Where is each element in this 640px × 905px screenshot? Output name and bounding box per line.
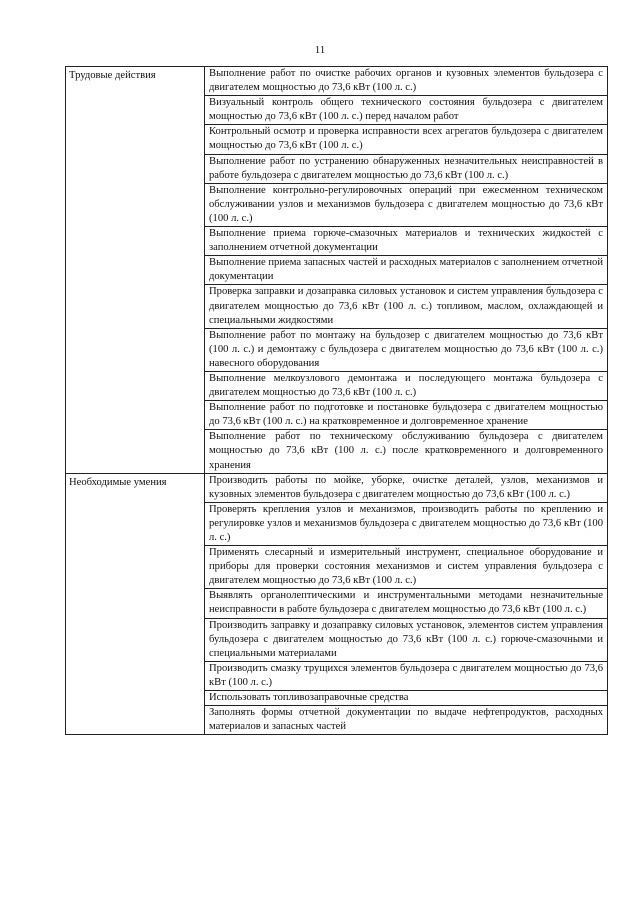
table-cell: Выявлять органолептическими и инструментальными методами незначительные неисправности в работе бульдозера с двигателем мощностью до 73,6 кВт (100 л. с.) [205, 589, 608, 618]
table-cell: Производить работы по мойке, уборке, очистке деталей, узлов, механизмов и кузовных элементов бульдозера с двигателем мощностью до 73,6 кВт (100 л. с.) [205, 473, 608, 502]
table-cell: Производить смазку трущихся элементов бульдозера с двигателем мощностью до 73,6 кВт (100 л. с.) [205, 661, 608, 690]
table-row [66, 67, 608, 96]
page-number: 11 [314, 44, 326, 56]
table-cell: Выполнение работ по подготовке и постановке бульдозера с двигателем мощностью до 73,6 кВт (100 л. с.) на кратковременное и долговременное хранение [205, 401, 608, 430]
table-cell: Выполнение контрольно-регулировочных операций при ежесменном техническом обслуживании узлов и механизмов бульдозера с двигателем мощностью до 73,6 кВт (100 л. с.) [205, 183, 608, 226]
table-cell: Выполнение работ по устранению обнаруженных незначительных неисправностей в работе бульдозера с двигателем мощностью до 73,6 кВт (100 л. с.) [205, 154, 608, 183]
table-cell: Проверять крепления узлов и механизмов, производить работы по креплению и регулировке узлов и механизмов бульдозера с двигателем мощностью до 73,6 кВт (100 л. с.) [205, 502, 608, 545]
table-cell: Выполнение приема запасных частей и расходных материалов с заполнением отчетной документации [205, 256, 608, 285]
table-cell: Заполнять формы отчетной документации по выдаче нефтепродуктов, расходных материалов и запасных частей [205, 706, 608, 735]
table-cell: Выполнение мелкоузлового демонтажа и последующего монтажа бульдозера с двигателем мощностью до 73,6 кВт (100 л. с.) [205, 371, 608, 400]
table-cell: Выполнение приема горюче-смазочных материалов и технических жидкостей с заполнением отчетной документации [205, 227, 608, 256]
table-cell: Выполнение работ по монтажу на бульдозер с двигателем мощностью до 73,6 кВт (100 л. с.) и демонтажу с бульдозера с двигателем мощностью до 73,6 кВт (100 л. с.) навесного оборудования [205, 328, 608, 371]
table-cell: Контрольный осмотр и проверка исправности всех агрегатов бульдозера с двигателем мощностью до 73,6 кВт (100 л. с.) [205, 125, 608, 154]
requirements-table [65, 66, 608, 735]
table-cell: Визуальный контроль общего технического состояния бульдозера с двигателем мощностью до 73,6 кВт (100 л. с.) перед началом работ [205, 96, 608, 125]
table-cell: Применять слесарный и измерительный инструмент, специальное оборудование и приборы для проверки состояния механизмов и систем управления бульдозера с двигателем мощностью до 73,6 кВт (100 л. с.) [205, 546, 608, 589]
section-label: Необходимые умения [66, 473, 205, 735]
table-cell: Выполнение работ по очистке рабочих органов и кузовных элементов бульдозера с двигателем мощностью до 73,6 кВт (100 л. с.) [205, 67, 608, 96]
table-cell: Выполнение работ по техническому обслуживанию бульдозера с двигателем мощностью до 73,6 кВт (100 л. с.) после кратковременного и долговременного хранения [205, 430, 608, 473]
table-row [66, 473, 608, 502]
table-cell: Использовать топливозаправочные средства [205, 691, 608, 706]
section-label: Трудовые действия [66, 67, 205, 474]
table-cell: Производить заправку и дозаправку силовых установок, элементов систем управления бульдозера с двигателем мощностью до 73,6 кВт (100 л. с.) горюче-смазочными и специальными материалами [205, 618, 608, 661]
table-cell: Проверка заправки и дозаправка силовых установок и систем управления бульдозера с двигателем мощностью до 73,6 кВт (100 л. с.) топливом, маслом, охлаждающей и специальными жидкостями [205, 285, 608, 328]
